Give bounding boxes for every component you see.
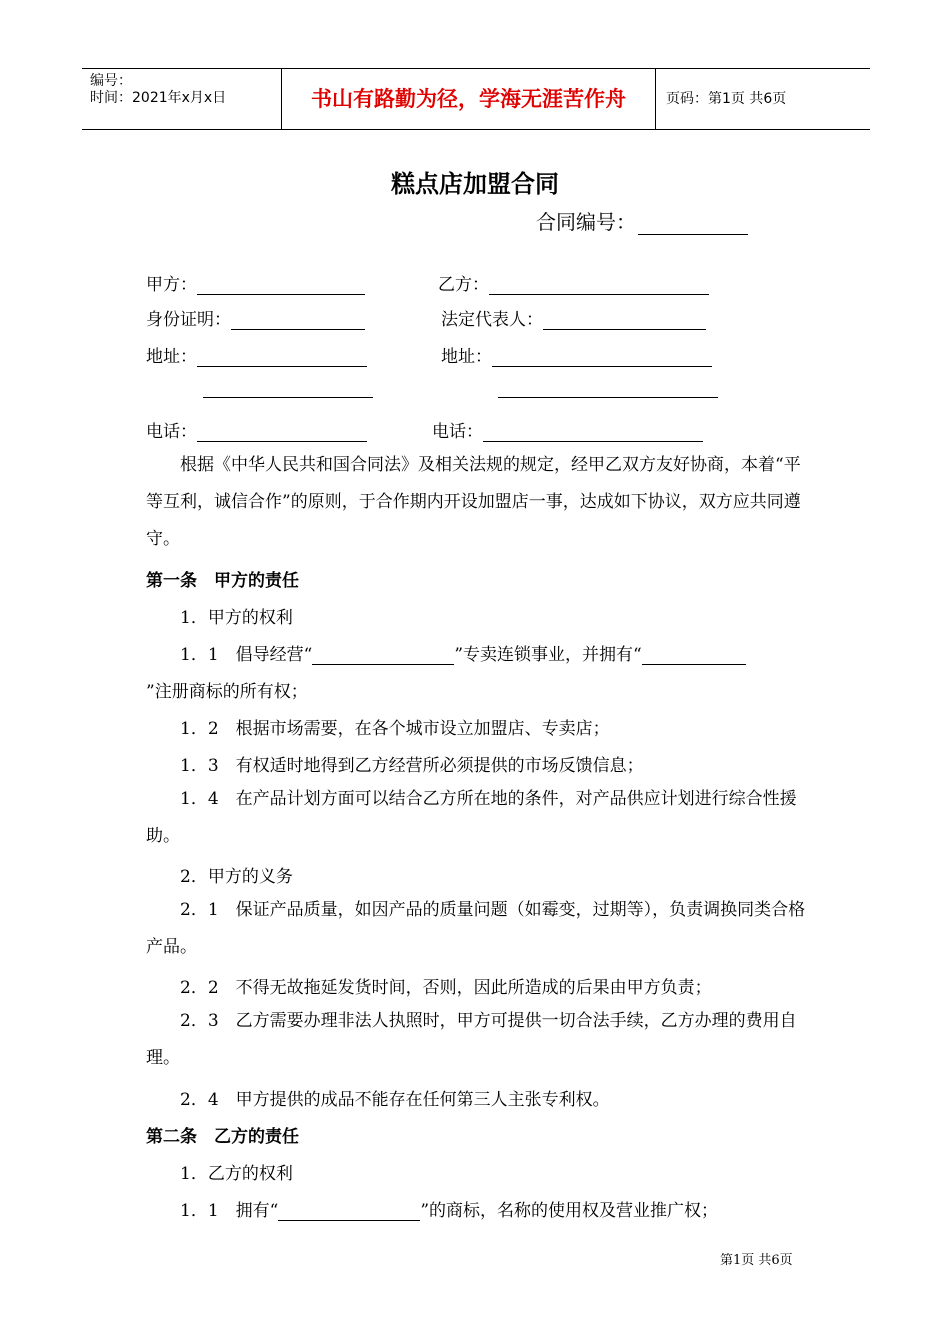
clause-1-1-blank-a[interactable] xyxy=(312,648,454,665)
address-a-blank[interactable] xyxy=(197,350,367,367)
party-a-blank[interactable] xyxy=(197,278,365,295)
article-2-rights-title: 1．乙方的权利 xyxy=(180,1164,293,1184)
article-1-clause-2-2: 2．2 不得无故拖延发货时间，否则，因此所造成的后果由甲方负责； xyxy=(180,978,712,998)
article-2-heading: 第二条 乙方的责任 xyxy=(146,1127,299,1147)
contract-number xyxy=(536,206,748,235)
phone-a-field xyxy=(146,417,367,442)
clause-1-1-text-c: ”注册商标的所有权； xyxy=(146,682,308,702)
clause-1-1-text-b: ”专卖连锁事业，并拥有“ xyxy=(454,645,642,665)
address-a-blank-line2[interactable] xyxy=(203,397,373,398)
address-b-label: 地址： xyxy=(441,347,492,367)
document-title: 糕点店加盟合同 xyxy=(391,170,559,198)
party-b-field xyxy=(438,270,709,295)
party-a-label: 甲方： xyxy=(146,275,197,295)
phone-b-blank[interactable] xyxy=(483,425,703,442)
address-b-blank[interactable] xyxy=(492,350,712,367)
id-card-blank[interactable] xyxy=(231,313,365,330)
phone-b-label: 电话： xyxy=(432,422,483,442)
address-a-label: 地址： xyxy=(146,347,197,367)
header-motto: 书山有路勤为径，学海无涯苦作舟 xyxy=(311,87,626,111)
article-2-clause-1-1 xyxy=(180,1196,718,1221)
a2-clause-1-1-text-b: ”的商标，名称的使用权及营业推广权； xyxy=(420,1201,719,1221)
a2-clause-1-1-blank[interactable] xyxy=(278,1204,420,1221)
party-b-label: 乙方： xyxy=(438,275,489,295)
legal-rep-blank[interactable] xyxy=(543,313,706,330)
article-1-heading: 第一条 甲方的责任 xyxy=(146,571,299,591)
header-time-label: 时间：2021年x月x日 xyxy=(90,90,227,106)
page-footer: 第1页 共6页 xyxy=(720,1253,793,1268)
address-b-blank-line2[interactable] xyxy=(498,397,718,398)
contract-number-blank[interactable] xyxy=(638,216,748,235)
article-1-rights-title: 1．甲方的权利 xyxy=(180,608,293,628)
article-1-clause-1-3: 1．3 有权适时地得到乙方经营所必须提供的市场反馈信息； xyxy=(180,756,644,776)
article-1-duties-title: 2．甲方的义务 xyxy=(180,867,293,887)
article-1-clause-1-2: 1．2 根据市场需要，在各个城市设立加盟店、专卖店； xyxy=(180,719,610,739)
preamble-paragraph: 根据《中华人民共和国合同法》及相关法规的规定，经甲乙双方友好协商，本着“平等互利，诚信合作”的原则，于合作期内开设加盟店一事，达成如下协议，双方应共同遵守。 xyxy=(146,455,801,549)
phone-b-field xyxy=(432,417,703,442)
party-b-blank[interactable] xyxy=(489,278,709,295)
header-number-label: 编号： xyxy=(90,73,132,89)
article-1-clause-2-4: 2．4 甲方提供的成品不能存在任何第三人主张专利权。 xyxy=(180,1090,610,1110)
contract-number-label: 合同编号： xyxy=(536,210,636,234)
party-a-field xyxy=(146,270,365,295)
legal-rep-field xyxy=(441,305,706,330)
header-divider xyxy=(655,69,656,129)
clause-1-1-blank-b[interactable] xyxy=(642,648,746,665)
phone-a-blank[interactable] xyxy=(197,425,367,442)
phone-a-label: 电话： xyxy=(146,422,197,442)
header-meta xyxy=(90,73,280,107)
article-1-clause-2-1: 2．1 保证产品质量，如因产品的质量问题（如霉变，过期等），负责调换同类合格产品。 xyxy=(146,900,806,957)
address-b-field xyxy=(441,342,712,367)
address-a-field xyxy=(146,342,367,367)
article-1-clause-1-4: 1．4 在产品计划方面可以结合乙方所在地的条件，对产品供应计划进行综合性援助。 xyxy=(146,789,797,846)
header-page-code: 页码：第1页 共6页 xyxy=(666,91,787,107)
id-card-label: 身份证明： xyxy=(146,310,231,330)
article-1-clause-1-1 xyxy=(180,640,746,665)
a2-clause-1-1-text-a: 1．1 拥有“ xyxy=(180,1201,279,1221)
page-header xyxy=(82,68,870,130)
legal-rep-label: 法定代表人： xyxy=(441,310,543,330)
id-card-field xyxy=(146,305,365,330)
clause-1-1-text-a: 1．1 倡导经营“ xyxy=(180,645,313,665)
article-1-clause-2-3: 2．3 乙方需要办理非法人执照时，甲方可提供一切合法手续，乙方办理的费用自理。 xyxy=(146,1011,797,1068)
